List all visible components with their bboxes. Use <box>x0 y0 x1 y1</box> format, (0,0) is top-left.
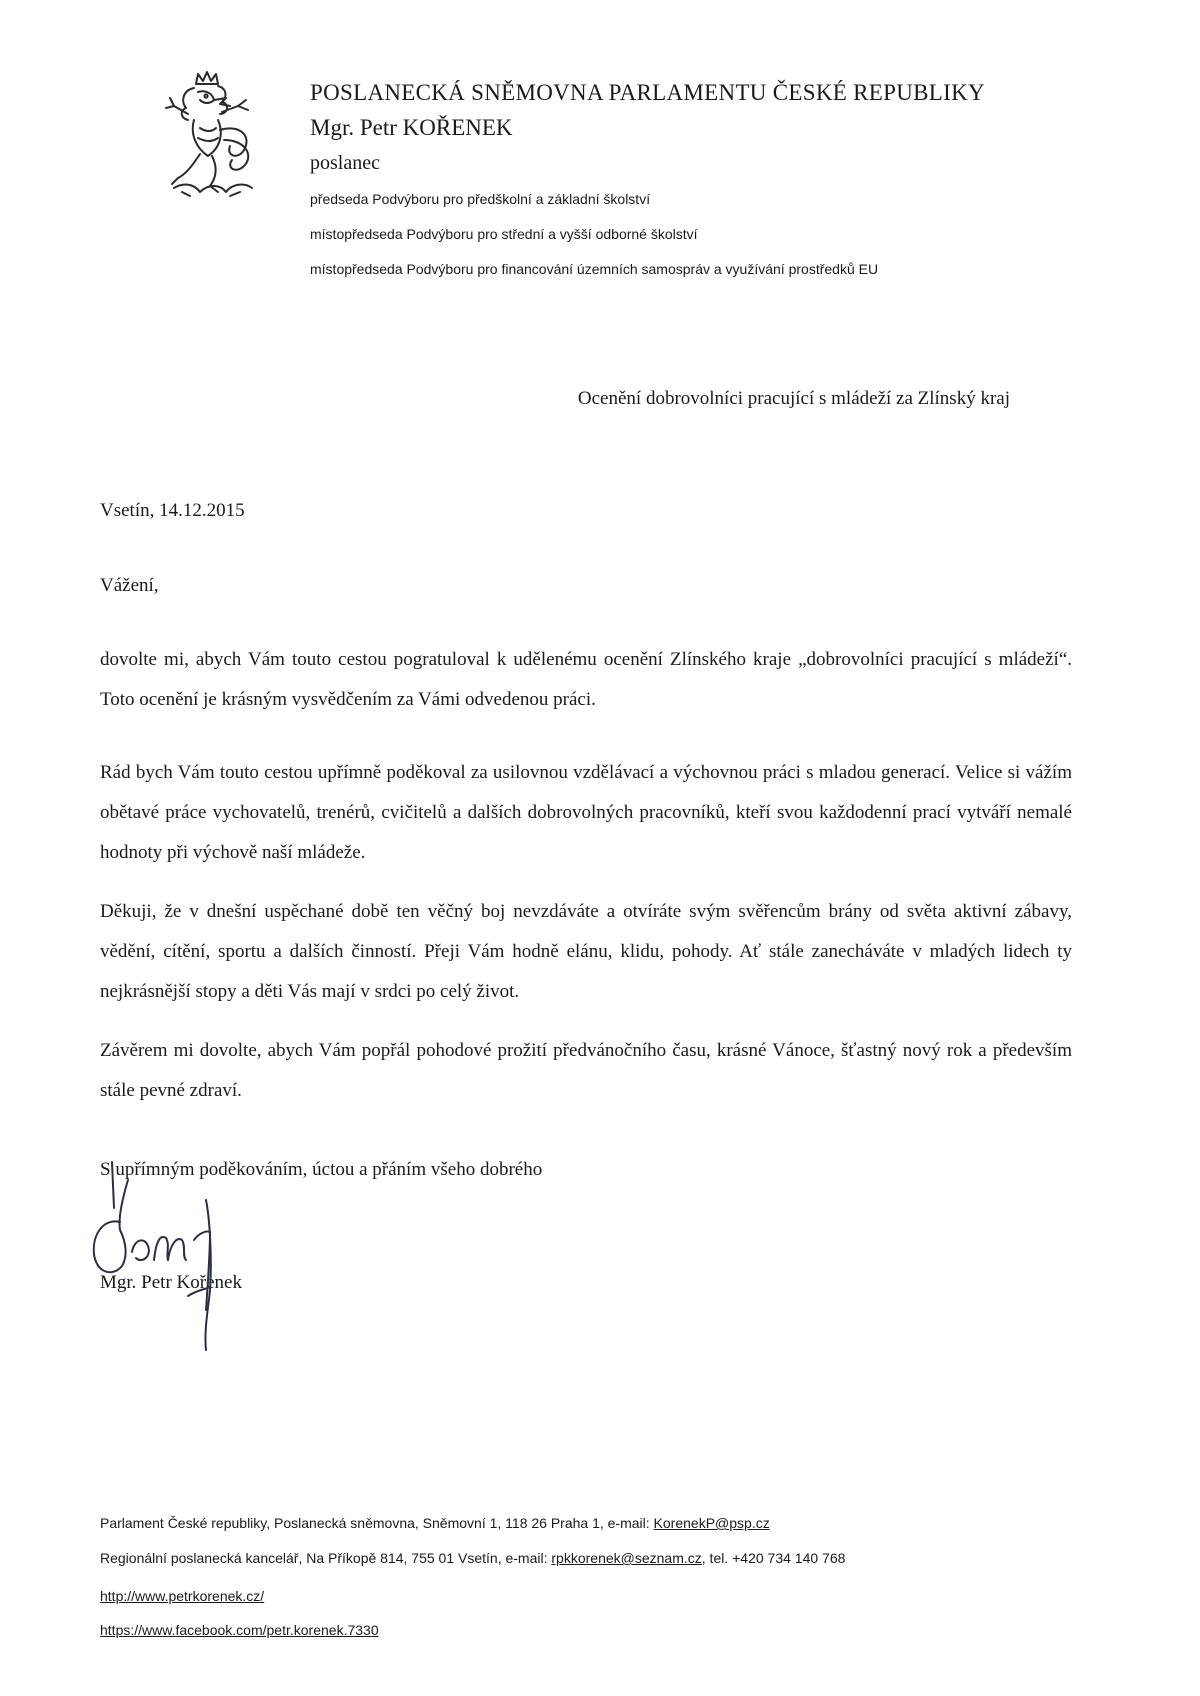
footer-phone: , tel. +420 734 140 768 <box>701 1550 846 1566</box>
footer-parliament-address <box>100 1515 770 1531</box>
signer-name: Mgr. Petr Kořenek <box>100 1272 242 1293</box>
footer-facebook-link[interactable]: https://www.facebook.com/petr.korenek.7330 <box>100 1622 379 1638</box>
letterhead-function: místopředseda Podvýboru pro střední a vyšší odborné školství <box>310 226 698 242</box>
body-paragraph: Děkuji, že v dnešní uspěchané době ten věčný boj nevzdáváte a otvíráte svým svěřencům brány od světa aktivní zábavy, vědění, cítění, sportu a dalších činností. Přeji Vám hodně elánu, klidu, pohody. Ať stále zanecháváte v mladých lidech ty nejkrásnější stopy a děti Vás mají v srdci po celý život. <box>100 901 1072 1002</box>
body-paragraph: Rád bych Vám touto cestou upřímně poděkoval za usilovnou vzdělávací a výchovnou práci s mladou generací. Velice si vážím obětavé práce vychovatelů, trenérů, cvičitelů a dalších dobrovolných pracovníků, kteří svou každodenní prací vytváří nemalé hodnoty při výchově naší mládeže. <box>100 762 1072 863</box>
letter-subject: Ocenění dobrovolníci pracující s mládeží za Zlínský kraj <box>577 388 1010 409</box>
letterhead-function: předseda Podvýboru pro předškolní a základní školství <box>310 191 651 207</box>
footer-address-text: Parlament České republiky, Poslanecká sněmovna, Sněmovní 1, 118 26 Praha 1, e-mail: <box>100 1515 654 1531</box>
footer-email-link[interactable]: KorenekP@psp.cz <box>653 1515 770 1531</box>
letterhead-name: Mgr. Petr KOŘENEK <box>310 115 513 140</box>
footer-website-link[interactable]: http://www.petrkorenek.cz/ <box>100 1588 265 1604</box>
letterhead-role: poslanec <box>310 152 380 174</box>
footer-office-address <box>100 1550 845 1566</box>
footer-office-text: Regionální poslanecká kancelář, Na Příkopě 814, 755 01 Vsetín, e-mail: <box>100 1550 552 1566</box>
handwritten-signature <box>82 1160 252 1360</box>
letterhead-organization: POSLANECKÁ SNĚMOVNA PARLAMENTU ČESKÉ REPUBLIKY <box>310 80 985 105</box>
lion-emblem-icon <box>160 70 260 200</box>
letterhead-function: místopředseda Podvýboru pro financování územních samospráv a využívání prostředků EU <box>310 261 879 277</box>
body-paragraph: dovolte mi, abych Vám touto cestou pogratuloval k udělenému ocenění Zlínského kraje „dobrovolníci pracující s mládeží“. Toto ocenění je krásným vysvědčením za Vámi odvedenou práci. <box>100 649 1072 710</box>
letter-date: Vsetín, 14.12.2015 <box>100 500 245 521</box>
footer-office-email-link[interactable]: rpkkorenek@seznam.cz <box>551 1550 702 1566</box>
closing-line: S upřímným poděkováním, úctou a přáním všeho dobrého <box>100 1159 543 1180</box>
salutation: Vážení, <box>100 575 159 596</box>
body-paragraph: Závěrem mi dovolte, abych Vám popřál pohodové prožití předvánočního času, krásné Vánoce, šťastný nový rok a především stále pevné zdraví. <box>100 1040 1072 1101</box>
